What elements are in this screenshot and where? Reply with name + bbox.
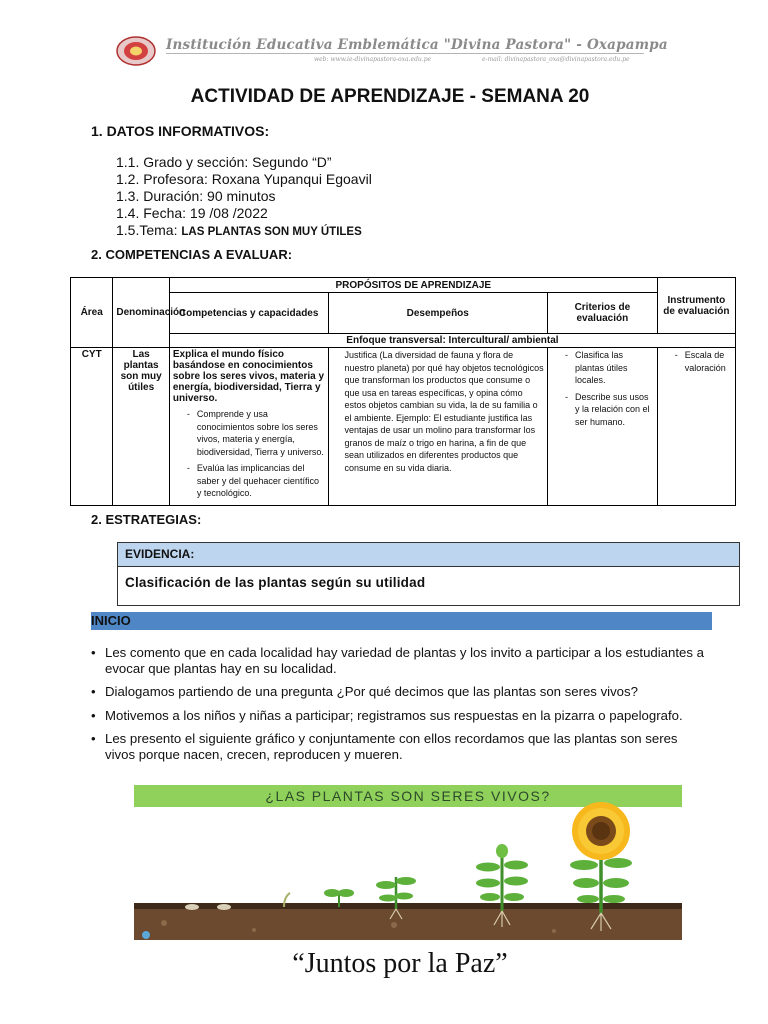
capacidad-item: - Evalúa las implicancias del saber y del quehacer científico y tecnológico.	[197, 462, 325, 500]
banner-divider	[166, 53, 644, 54]
header-denominacion: Denominación	[113, 278, 170, 348]
cell-desempeno: Justifica (La diversidad de fauna y flora de nuestro planeta) por qué hay objetos tecnológicos que transforman los productos que consume o que usa en tareas específicas, y opina cómo estos objetos cambian su vida, la de su familia o el ambiente. Ejemplo: El estudiante justifica las ventajas de usar un molino para transformar los granos de maíz o trigo en harina, a fin de que sean utilizados en diferentes productos que consume en su vida diaria.	[328, 348, 547, 506]
cell-competencia	[169, 348, 328, 506]
header-propositos: PROPÓSITOS DE APRENDIZAJE	[169, 278, 657, 293]
tema-value: LAS PLANTAS SON MUY ÚTILES	[181, 226, 362, 238]
list-item: • Motivemos a los niños y niñas a participar; registramos sus respuestas en la pizarra o papelografo.	[91, 708, 711, 724]
info-tema	[116, 222, 362, 238]
footer-motto: “Juntos por la Paz”	[292, 948, 508, 979]
inicio-bar	[91, 612, 712, 630]
header-desempenos: Desempeños	[328, 293, 547, 334]
evidencia-label: EVIDENCIA:	[125, 547, 195, 561]
header-instrumento: Instrumento de evaluación	[657, 278, 735, 334]
cell-criterios	[547, 348, 657, 506]
list-item: • Les comento que en cada localidad hay variedad de plantas y los invito a participar a los estudiantes a evocar que plantas hay en su localidad.	[91, 645, 711, 676]
document-title: ACTIVIDAD DE APRENDIZAJE - SEMANA 20	[190, 86, 590, 107]
list-item: • Dialogamos partiendo de una pregunta ¿Por qué decimos que las plantas son seres vivos?	[91, 684, 711, 700]
image-caption: ¿LAS PLANTAS SON SERES VIVOS?	[265, 788, 551, 804]
institution-banner	[104, 32, 668, 72]
header-competencias: Competencias y capacidades	[169, 293, 328, 334]
school-seal-icon	[116, 36, 156, 66]
section-heading-estrategias: 2. ESTRATEGIAS:	[91, 512, 202, 527]
section-heading-datos: 1. DATOS INFORMATIVOS:	[91, 123, 270, 139]
enfoque-transversal: Enfoque transversal: Intercultural/ ambiental	[169, 334, 735, 348]
plant-lifecycle-image	[134, 785, 682, 940]
institution-website: web: www.ie-divinapastora-oxa.edu.pe	[314, 56, 432, 63]
instrumento-item: - Escala de valoración	[685, 349, 732, 374]
criterio-item: - Describe sus usos y la relación con el ser humano.	[575, 391, 654, 429]
section-heading-competencias: 2. COMPETENCIAS A EVALUAR:	[91, 247, 293, 262]
capacidad-item: - Comprende y usa conocimientos sobre los seres vivos, materia y energía, biodiversidad, Tierra y universo.	[197, 408, 325, 458]
cell-area: CYT	[71, 348, 113, 506]
header-area: Área	[71, 278, 113, 348]
criterio-item: - Clasifica las plantas útiles locales.	[575, 349, 654, 387]
evidencia-box	[117, 542, 740, 606]
info-fecha: 1.4. Fecha: 19 /08 /2022	[116, 205, 268, 221]
list-item: • Les presento el siguiente gráfico y conjuntamente con ellos recordamos que las plantas son seres vivos porque nacen, crecen, reproducen y mueren.	[91, 731, 711, 762]
institution-name: Institución Educativa Emblemática "Divina Pastora" - Oxapampa	[166, 37, 668, 53]
tema-label: 1.5.Tema:	[116, 222, 182, 238]
header-criterios: Criterios de evaluación	[547, 293, 657, 334]
inicio-bullet-list	[91, 645, 711, 770]
cell-instrumento	[657, 348, 735, 506]
inicio-label: INICIO	[91, 613, 131, 628]
info-duracion: 1.3. Duración: 90 minutos	[116, 188, 276, 204]
competencias-table	[70, 277, 736, 506]
evidencia-text: Clasificación de las plantas según su utilidad	[125, 575, 426, 590]
cell-denominacion: Las plantas son muy útiles	[113, 348, 170, 506]
evidencia-header	[118, 543, 739, 567]
info-grado: 1.1. Grado y sección: Segundo “D”	[116, 154, 332, 170]
institution-email: e-mail: divinapastora_oxa@divinapastora.edu.pe	[482, 56, 630, 63]
info-profesora: 1.2. Profesora: Roxana Yupanqui Egoavil	[116, 171, 372, 187]
plant-growth-illustration	[134, 785, 682, 940]
competencia-title: Explica el mundo físico basándose en conocimientos sobre los seres vivos, materia y energía, biodiversidad, Tierra y universo.	[172, 349, 325, 404]
